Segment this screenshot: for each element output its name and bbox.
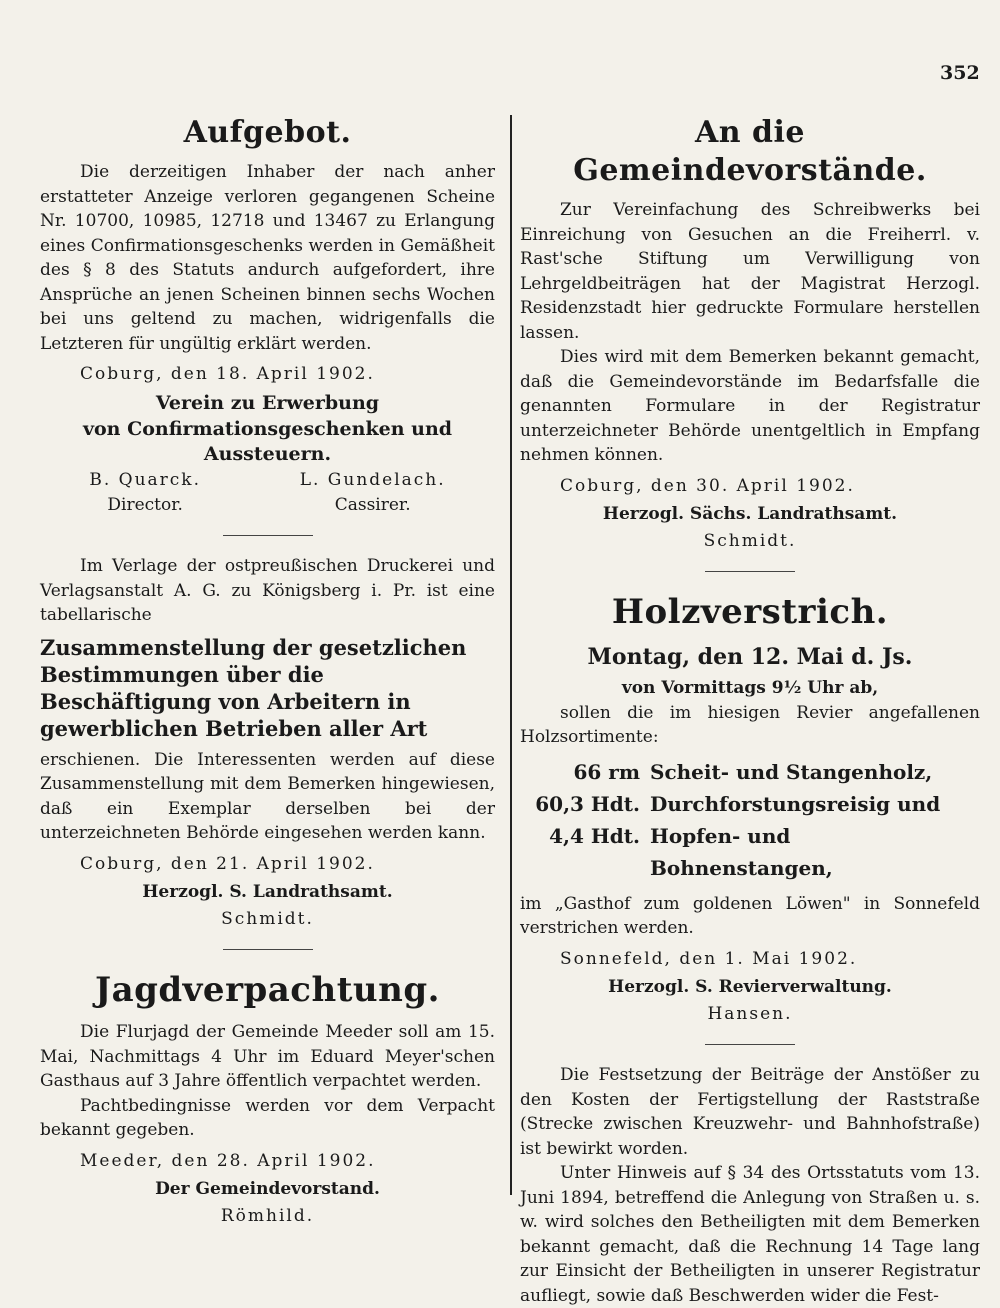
gemeinde-body: Zur Vereinfachung des Schreibwerks bei Einreichung von Gesuchen an die Freiherrl. v. Rast'sche Stiftung um Verwilligung von Lehrgeldbeiträgen hat der Magistrat Herzogl. Residenzstadt hier gedruckte Formulare herstellen lassen. <box>520 200 980 343</box>
aufgebot-title: Aufgebot. <box>183 115 352 150</box>
jagd-dateline: Meeder, den 28. April 1902. <box>80 1150 376 1171</box>
wood-item-label: Scheit- und Stangenholz, <box>650 759 933 784</box>
holz-body-2: im „Gasthof zum goldenen Löwen" in Sonnefeld verstrichen werden. <box>520 893 980 938</box>
wood-item-label: Hopfen- und Bohnenstangen, <box>649 823 833 880</box>
gemeinde-body-2: Dies wird mit dem Bemerken bekannt gemacht, daß die Gemeindevorstände im Bedarfsfalle die genannten Formulare in der Registratur unterzeichneter Behörde unentgeltlich in Empfang nehmen können. <box>520 347 980 465</box>
signature-director-role: Director. <box>107 494 183 515</box>
verlag-authority: Herzogl. S. Landrathsamt. <box>142 882 393 902</box>
holz-notice <box>520 590 980 1026</box>
wood-item-qty: 4,4 Hdt. <box>549 823 640 848</box>
holz-time: von Vormittags 9½ Uhr ab, <box>621 678 879 698</box>
wood-item <box>520 756 980 788</box>
jagd-signature: Römhild. <box>220 1205 315 1226</box>
festsetzung-body-2: Unter Hinweis auf § 34 des Ortsstatuts vom 13. Juni 1894, betreffend die Anlegung von Straßen u. s. w. wird solches den Betheiligten mit dem Bemerken bekannt gemacht, daß die Rechnung 14 Tage lang zur Einsicht der Betheiligten in unserer Registratur aufliegt, sowie daß Beschwerden wider die Fest- <box>520 1163 980 1306</box>
verlag-body: erschienen. Die Interessenten werden auf diese Zusammenstellung mit dem Bemerken hingewiesen, daß ein Exemplar derselben bei der unterzeichneten Behörde eingesehen werden kann. <box>40 749 495 843</box>
wood-item-qty: 60,3 Hdt. <box>535 791 640 816</box>
aufgebot-dateline: Coburg, den 18. April 1902. <box>80 364 375 384</box>
verlag-dateline: Coburg, den 21. April 1902. <box>80 853 375 874</box>
gemeinde-signature: Schmidt. <box>703 530 797 551</box>
holz-signature: Hansen. <box>707 1003 793 1024</box>
signature-cassirer-name: L. Gundelach. <box>299 470 446 490</box>
holz-authority: Herzogl. S. Revierverwaltung. <box>608 977 892 997</box>
verlag-intro: Im Verlage der ostpreußischen Druckerei und Verlagsanstalt A. G. zu Königsberg i. Pr. ist eine tabellarische <box>40 556 495 625</box>
aufgebot-org-line1: Verein zu Erwerbung <box>155 391 380 414</box>
left-column <box>40 108 495 1230</box>
wood-item <box>520 820 980 884</box>
right-column <box>520 108 980 1308</box>
gemeinde-authority: Herzogl. Sächs. Landrathsamt. <box>602 504 898 524</box>
holz-body: sollen die im hiesigen Revier angefallenen Holzsortimente: <box>520 702 980 747</box>
festsetzung-body: Die Festsetzung der Beiträge der Anstößer zu den Kosten der Fertigstellung der Raststraße (Strecke zwischen Kreuzwehr- und Bahnhofstraße) ist bewirkt worden. <box>520 1065 980 1159</box>
jagd-notice <box>40 968 495 1228</box>
jagd-authority: Der Gemeindevorstand. <box>155 1179 380 1199</box>
gemeinde-notice <box>520 114 980 553</box>
section-divider <box>705 571 795 572</box>
page-number: 352 <box>940 62 980 84</box>
wood-item <box>520 788 980 820</box>
jagd-body-2: Pachtbedingnisse werden vor dem Verpacht bekannt gegeben. <box>40 1095 495 1140</box>
column-divider <box>510 115 512 1195</box>
signature-director-name: B. Quarck. <box>89 470 202 490</box>
wood-list <box>520 756 980 884</box>
aufgebot-org-line2: von Confirmationsgeschenken und Aussteuern. <box>82 418 453 465</box>
jagd-title: Jagdverpachtung. <box>95 970 440 1010</box>
jagd-body: Die Flurjagd der Gemeinde Meeder soll am 15. Mai, Nachmittags 4 Uhr im Eduard Meyer'schen Gasthaus auf 3 Jahre öffentlich verpachtet werden. <box>40 1022 495 1091</box>
wood-item-qty: 66 rm <box>573 759 640 784</box>
verlag-title: Zusammenstellung der gesetzlichen Bestimmungen über die Beschäftigung von Arbeitern in gewerblichen Betrieben aller Art <box>40 634 467 741</box>
gemeinde-title: An die Gemeindevorstände. <box>573 115 927 188</box>
signature-cassirer-role: Cassirer. <box>334 494 411 515</box>
section-divider <box>223 949 313 950</box>
verlag-notice <box>40 554 495 931</box>
section-divider <box>223 535 313 536</box>
aufgebot-notice <box>40 114 495 517</box>
wood-item-label: Durchforstungsreisig und <box>650 791 941 816</box>
holz-dateline: Sonnefeld, den 1. Mai 1902. <box>560 948 858 969</box>
gemeinde-dateline: Coburg, den 30. April 1902. <box>560 475 855 496</box>
holz-date: Montag, den 12. Mai d. Js. <box>587 644 913 670</box>
holz-title: Holzverstrich. <box>611 592 889 632</box>
festsetzung-notice <box>520 1063 980 1308</box>
aufgebot-signatures <box>40 468 495 517</box>
section-divider <box>705 1044 795 1045</box>
verlag-signature: Schmidt. <box>221 908 314 929</box>
aufgebot-body: Die derzeitigen Inhaber der nach anher erstatteter Anzeige verloren gegangenen Scheine Nr. 10700, 10985, 12718 und 13467 zu Erlangung eines Confirmationsgeschenks werden in Gemäßheit des § 8 des Statuts andurch aufgefordert, ihre Ansprüche an jenen Scheinen binnen sechs Wochen bei uns geltend zu machen, widrigenfalls die Letzteren für ungültig erklärt werden. <box>40 162 495 354</box>
